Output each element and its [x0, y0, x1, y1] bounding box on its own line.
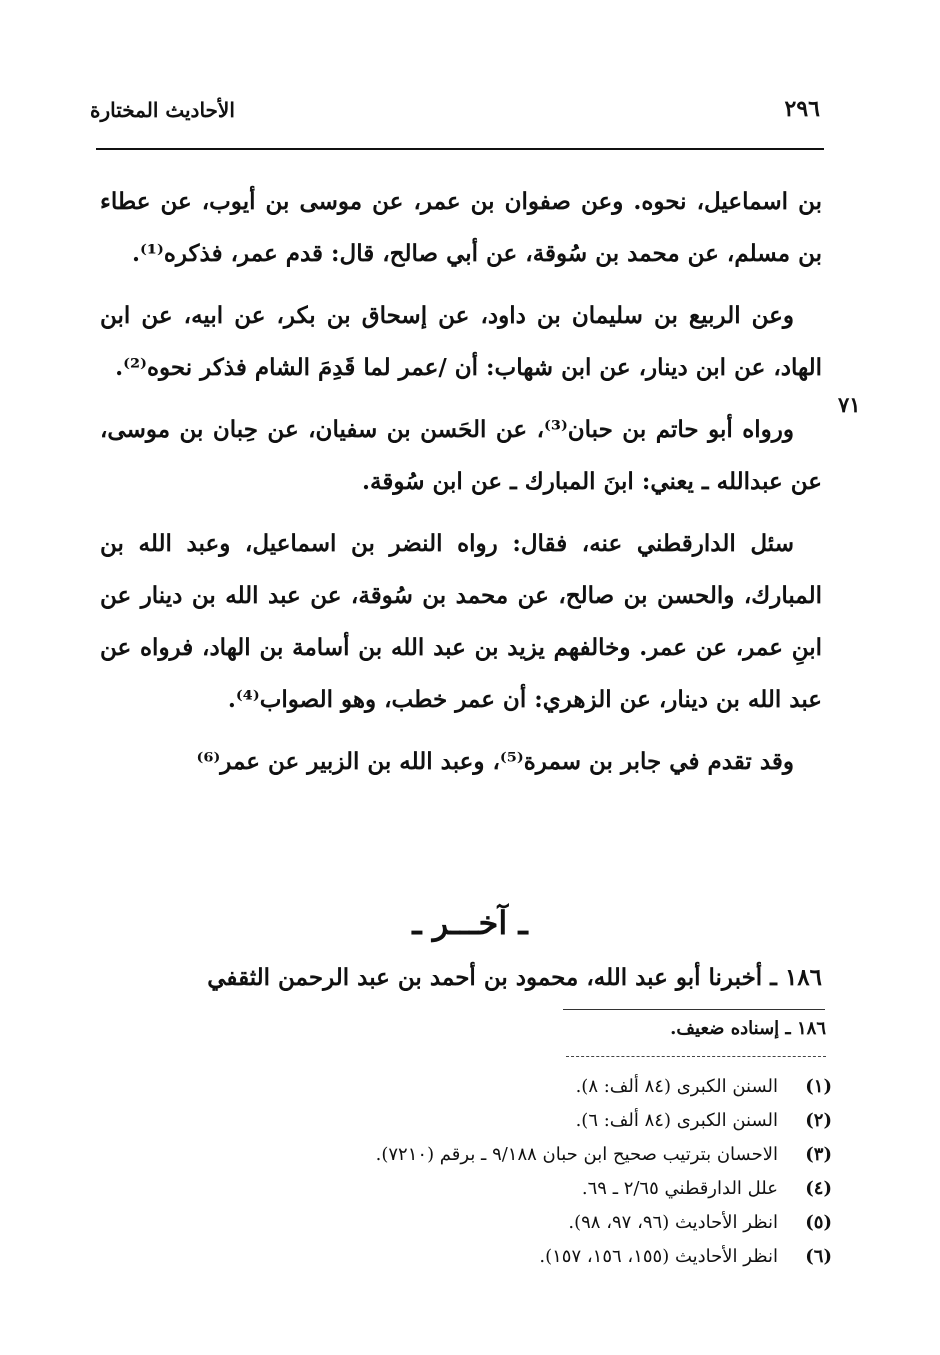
- footnote-item: [300, 1138, 832, 1172]
- footnote-item: [300, 1172, 832, 1206]
- footnote-text: السنن الكبرى (٨٤ ألف: ٦).: [575, 1110, 778, 1131]
- margin-number: ٧١: [838, 392, 861, 417]
- footnote-text: انظر الأحاديث (٩٦، ٩٧، ٩٨).: [568, 1212, 778, 1233]
- hadith-intro: ١٨٦ ـ أخبرنا أبو عبد الله، محمود بن أحمد بن عبد الرحمن الثقفي: [207, 964, 822, 991]
- footnote-number: (٥): [805, 1212, 832, 1233]
- main-text: [100, 176, 822, 798]
- paragraph: ورواه أبو حاتم بن حبان⁽³⁾، عن الحَسن بن سفيان، عن حِبان بن موسى، عن عبدالله ـ يعني: ابنَ المبارك ـ عن ابن سُوقة.: [100, 416, 822, 495]
- footnote-number: (٢): [805, 1110, 832, 1131]
- page-number: ٢٩٦: [784, 96, 820, 122]
- footnote-list: [300, 1070, 832, 1274]
- section-heading: ـ آخـــر ـ: [412, 904, 528, 942]
- paragraph: بن اسماعيل، نحوه. وعن صفوان بن عمر، عن موسى بن أيوب، عن عطاء بن مسلم، عن محمد بن سُوقة، عن أبي صالح، قال: قدم عمر، فذكره⁽¹⁾.: [100, 188, 822, 267]
- footnote-number: (٣): [805, 1144, 832, 1165]
- paragraph: سئل الدارقطني عنه، فقال: رواه النضر بن اسماعيل، وعبد الله بن المبارك، والحسن بن صالح، عن محمد بن سُوقة، عن عبد الله بن دينار عن ابنِ عمر، عن عمر. وخالفهم يزيد بن عبد الله بن أسامة بن الهاد، فرواه عن عبد الله بن دينار، عن الزهري: أن عمر خطب، وهو الصواب⁽⁴⁾.: [100, 530, 822, 713]
- footnote-text: السنن الكبرى (٨٤ ألف: ٨).: [575, 1076, 778, 1097]
- footnote-number: (٦): [805, 1246, 832, 1267]
- header-rule: [96, 148, 824, 150]
- footnote-number: (٤): [805, 1178, 832, 1199]
- footnote-text: علل الدارقطني ٢/٦٥ ـ ٦٩.: [581, 1178, 778, 1199]
- page-header: [90, 92, 820, 132]
- footnote-text: الاحسان بترتيب صحيح ابن حبان ٩/١٨٨ ـ برقم (٧٢١٠).: [375, 1144, 778, 1165]
- footnote-number: (١): [805, 1076, 832, 1097]
- paragraph: وقد تقدم في جابر بن سمرة⁽⁵⁾، وعبد الله بن الزبير عن عمر⁽⁶⁾: [196, 748, 794, 775]
- footnote-rule: [563, 1009, 825, 1010]
- footnote-item: [300, 1206, 832, 1240]
- footnote-item: [300, 1240, 832, 1274]
- footnote-item: [300, 1104, 832, 1138]
- footnote-item: [300, 1070, 832, 1104]
- running-title: الأحاديث المختارة: [90, 98, 235, 122]
- paragraph: وعن الربيع بن سليمان بن داود، عن إسحاق بن بكر، عن ابيه، عن ابن الهاد، عن ابن دينار، عن ابن شهاب: أن /عمر لما قَدِمَ الشام فذكر نحوه⁽²⁾.: [100, 302, 822, 381]
- footnote-grade: ١٨٦ ـ إسناده ضعيف.: [670, 1018, 826, 1039]
- footnote-divider: [566, 1056, 826, 1057]
- footnote-text: انظر الأحاديث (١٥٥، ١٥٦، ١٥٧).: [539, 1246, 778, 1267]
